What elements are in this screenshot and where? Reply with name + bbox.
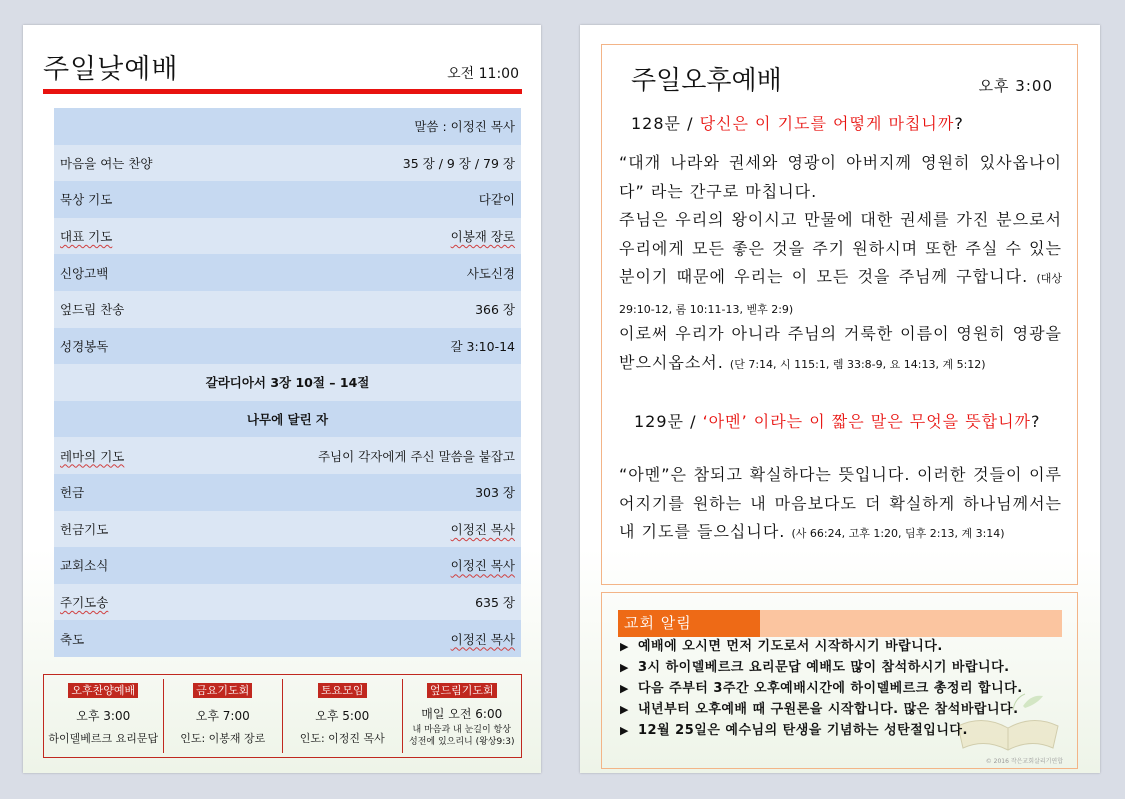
schedule-verse-line1: 내 마음과 내 눈길이 항상 [412,725,511,735]
schedule-detail: 하이델베르크 요리문답 [48,732,159,745]
notice-text: 12월 25일은 예수님의 탄생을 기념하는 성탄절입니다. [638,723,968,738]
order-value: 366 장 [475,302,515,318]
afternoon-service-title: 주일오후예배 [631,66,782,96]
order-value: 35 장 / 9 장 / 79 장 [402,155,515,171]
question-129 [634,409,1041,432]
notice-header-bar [618,610,1062,637]
notice-item [620,678,1070,699]
schedule-friday-prayer [164,679,284,753]
right-page [580,25,1100,773]
copyright-text: © 2016 작은교회살리기연합 [985,758,1063,765]
order-value: 이정진 목사 [450,521,515,537]
order-value: 이정진 목사 [450,631,515,647]
weekly-schedule [43,674,522,758]
left-page [23,25,541,773]
notice-item [620,699,1070,720]
schedule-time: 매일 오전 6:00 [421,707,503,721]
answer-text: 주님은 우리의 왕이시고 만물에 대한 권세를 가진 분으로서 우리에게 모든 좋은 것을 주기 원하시며 또한 주실 수 있는 분이기 때문에 우리는 이 모든 것을 주님께 구합니다. [619,210,1062,287]
worship-order-table [54,108,521,657]
schedule-dawn-prayer [403,679,522,753]
bullet-icon: ▶ [620,682,629,695]
order-row [54,181,521,218]
order-value: 이봉재 장로 [450,229,515,245]
schedule-time: 오후 5:00 [315,709,370,723]
order-value: 주님이 각자에게 주신 말씀을 붙잡고 [317,448,515,464]
order-row-scripture [54,364,521,401]
order-row [54,584,521,621]
bullet-icon: ▶ [620,661,629,674]
notice-list [620,636,1070,741]
notice-item [620,720,1070,741]
morning-service-title: 주일낮예배 [43,54,179,85]
question-number: 128문 / [631,114,694,133]
order-label: 대표 기도 [60,229,113,245]
morning-service-time: 오전 11:00 [447,66,519,82]
question-128 [631,111,964,134]
schedule-saturday-meeting [283,679,403,753]
bible-reference: (사 66:24, 고후 1:20, 딤후 2:13, 계 3:14) [791,527,1005,541]
order-row [54,474,521,511]
schedule-time: 오후 7:00 [195,709,250,723]
order-row [54,620,521,657]
schedule-time: 오후 3:00 [76,709,131,723]
order-label: 주기도송 [60,595,109,611]
notice-text: 예배에 오시면 먼저 기도로서 시작하시기 바랍니다. [638,639,943,654]
question-text: ‘아멘’ 이라는 이 짧은 말은 무엇을 뜻합니까 [702,412,1032,431]
order-value: 사도신경 [466,265,515,281]
schedule-verse-line2: 성전에 있으리니 (왕상9:3) [409,737,515,747]
notice-text: 내년부터 오후예배 때 구원론을 시작합니다. 많은 참석바랍니다. [638,702,1019,717]
order-row [54,254,521,291]
order-label: 교회소식 [60,558,109,574]
order-row [54,145,521,182]
order-row [54,547,521,584]
order-label: 묵상 기도 [60,192,113,208]
schedule-label: 오후찬양예배 [68,683,138,698]
notice-text: 다음 주부터 3주간 오후예배시간에 하이델베르크 총정리 합니다. [638,681,1023,696]
schedule-detail: 인도: 이봉재 장로 [180,732,266,745]
scripture-reference: 갈라디아서 3장 10절 – 14절 [205,375,370,391]
order-row-sermon-title [54,401,521,438]
answer-129 [619,461,1062,549]
notice-text: 3시 하이델베르크 요리문답 예배도 많이 참석하시기 바랍니다. [638,660,1010,675]
answer-128-p1: “대개 나라와 권세와 영광이 아버지께 영원히 있사옵나이다” 라는 간구로 마칩니다. [619,153,1062,201]
order-row [54,108,521,145]
order-label: 레마의 기도 [60,448,125,464]
bible-reference: (대상 29:10-12, 롬 10:11-13, 벧후 2:9) [619,272,1063,316]
bullet-icon: ▶ [620,703,629,716]
title-divider [43,89,522,94]
order-value: 635 장 [475,595,515,611]
question-mark: ? [1031,412,1041,431]
order-label: 마음을 여는 찬양 [60,155,153,171]
order-label: 신앙고백 [60,265,109,281]
order-row [54,328,521,365]
order-row [54,437,521,474]
order-label: 축도 [60,631,85,647]
answer-text: “아멘”은 참되고 확실하다는 뜻입니다. 이러한 것들이 이루어지기를 원하는 내 마음보다도 더 확실하게 하나님께서는 내 기도를 들으십니다. [619,465,1062,542]
order-value: 갈 3:10-14 [450,338,515,354]
question-mark: ? [954,114,964,133]
sermon-title: 나무에 달린 자 [246,412,329,428]
answer-128-p2 [619,206,1062,324]
church-notice-box [601,592,1078,769]
order-value: 이정진 목사 [450,558,515,574]
notice-item [620,657,1070,678]
order-value: 말씀 : 이정진 목사 [414,119,515,135]
schedule-detail: 인도: 이정진 목사 [299,732,385,745]
order-value: 다같이 [478,192,515,208]
order-row [54,218,521,255]
answer-128-p3 [619,320,1062,379]
order-row [54,511,521,548]
order-label: 엎드림 찬송 [60,302,125,318]
bible-reference: (단 7:14, 시 115:1, 렘 33:8-9, 요 14:13, 계 5:12) [729,357,986,371]
schedule-label: 토요모임 [318,683,367,698]
answer-text: 이로써 우리가 아니라 주님의 거룩한 이름이 영원히 영광을 받으시옵소서. [619,324,1062,372]
schedule-label: 금요기도회 [193,683,252,698]
order-label: 헌금 [60,485,85,501]
afternoon-service-box [601,44,1078,585]
question-text: 당신은 이 기도를 어떻게 마칩니까 [699,114,955,133]
order-label: 헌금기도 [60,521,109,537]
bullet-icon: ▶ [620,724,629,737]
notice-item [620,636,1070,657]
question-number: 129문 / [634,412,697,431]
order-label: 성경봉독 [60,338,109,354]
notice-title: 교회 알림 [618,610,760,637]
afternoon-service-time: 오후 3:00 [978,77,1053,95]
order-value: 303 장 [475,485,515,501]
schedule-afternoon-praise [44,679,164,753]
bullet-icon: ▶ [620,640,629,653]
schedule-label: 엎드림기도회 [427,683,497,698]
order-row [54,291,521,328]
